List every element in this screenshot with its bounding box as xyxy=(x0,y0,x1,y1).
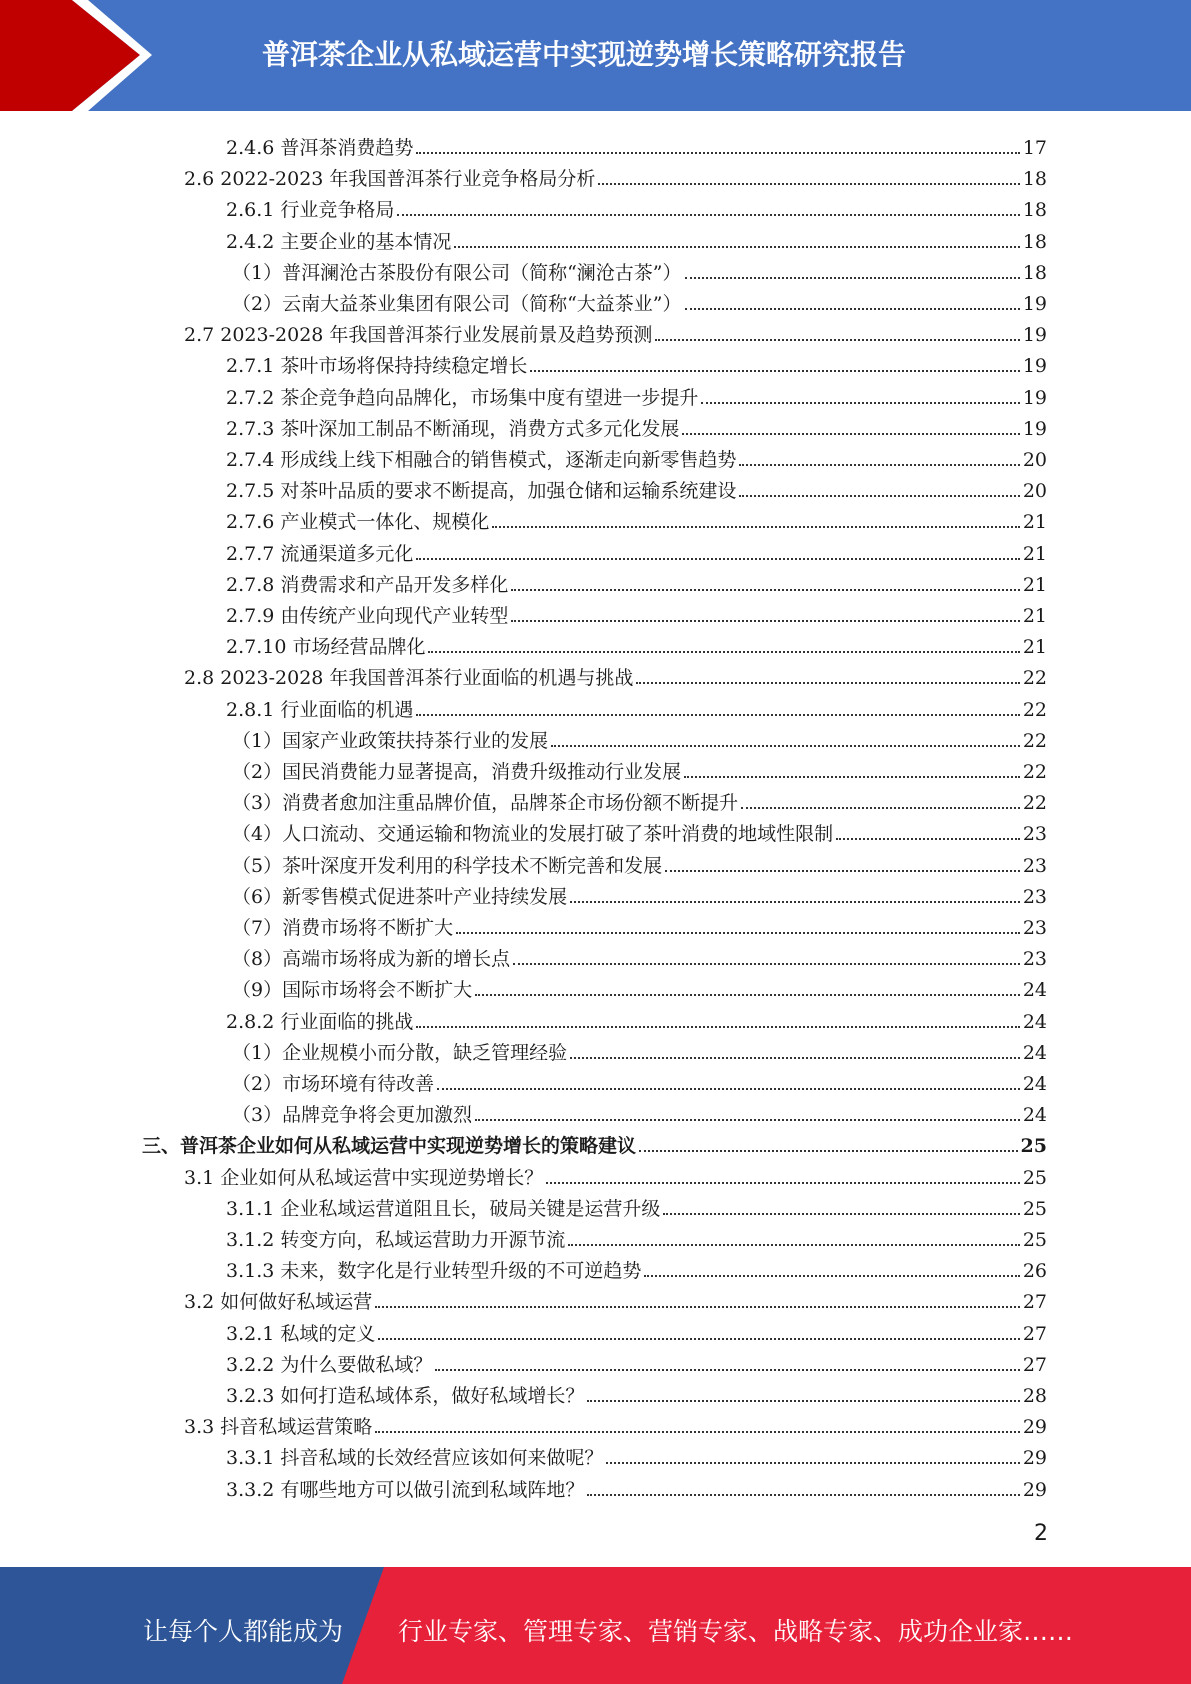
toc-entry-label: 2.7.5 对茶叶品质的要求不断提高，加强仓储和运输系统建设 xyxy=(226,480,737,503)
toc-dot-leader xyxy=(454,246,1019,248)
toc-entry-page: 19 xyxy=(1022,386,1047,409)
toc-entry[interactable] xyxy=(184,1407,1047,1438)
report-title: 普洱茶企业从私域运营中实现逆势增长策略研究报告 xyxy=(262,38,907,71)
toc-dot-leader xyxy=(644,1275,1019,1277)
toc-dot-leader xyxy=(513,963,1020,965)
header-arrow-decoration xyxy=(0,0,160,111)
toc-entry-label: 3.3 抖音私域运营策略 xyxy=(184,1416,373,1439)
toc-entry-label: 2.7.7 流通渠道多元化 xyxy=(226,542,414,565)
toc-entry-page: 25 xyxy=(1022,1197,1047,1220)
toc-entry-page: 19 xyxy=(1022,324,1047,347)
toc-dot-leader xyxy=(475,994,1020,996)
toc-entry[interactable] xyxy=(232,846,1047,877)
toc-dot-leader xyxy=(428,651,1019,653)
toc-dot-leader xyxy=(416,714,1019,716)
toc-entry[interactable] xyxy=(226,1251,1047,1282)
toc-entry[interactable] xyxy=(226,1220,1047,1251)
toc-entry-label: 3.1.2 转变方向，私域运营助力开源节流 xyxy=(226,1229,566,1251)
toc-entry-page: 28 xyxy=(1022,1385,1047,1407)
toc-entry[interactable] xyxy=(226,1314,1047,1345)
toc-entry[interactable] xyxy=(142,1126,1047,1157)
toc-entry-label: （2）国民消费能力显著提高，消费升级推动行业发展 xyxy=(232,761,682,783)
toc-entry-page: 22 xyxy=(1022,729,1047,752)
toc-dot-leader xyxy=(492,526,1019,528)
toc-entry-label: （2）云南大益茶业集团有限公司（简称“大益茶业”） xyxy=(232,293,682,315)
toc-entry-label: 3.1.3 未来，数字化是行业转型升级的不可逆趋势 xyxy=(226,1260,642,1283)
toc-dot-leader xyxy=(606,1462,1019,1464)
toc-entry-page: 19 xyxy=(1022,293,1047,315)
toc-entry-label: 2.7.3 茶叶深加工制品不断涌现，消费方式多元化发展 xyxy=(226,417,680,440)
toc-entry-page: 21 xyxy=(1022,605,1047,627)
toc-entry[interactable] xyxy=(226,346,1047,377)
toc-entry-page: 22 xyxy=(1022,761,1047,783)
toc-entry-page: 27 xyxy=(1022,1322,1047,1345)
toc-entry-label: 2.7.9 由传统产业向现代产业转型 xyxy=(226,605,509,627)
toc-dot-leader xyxy=(685,277,1020,279)
toc-entry-label: 3.3.2 有哪些地方可以做引流到私域阵地？ xyxy=(226,1478,585,1501)
toc-dot-leader xyxy=(701,402,1019,404)
toc-entry[interactable] xyxy=(226,1189,1047,1220)
toc-dot-leader xyxy=(587,1494,1019,1496)
toc-dot-leader xyxy=(416,558,1019,560)
toc-dot-leader xyxy=(378,1338,1019,1340)
toc-dot-leader xyxy=(435,1369,1019,1371)
toc-dot-leader xyxy=(397,214,1019,216)
toc-dot-leader xyxy=(739,495,1019,497)
toc-dot-leader xyxy=(636,682,1019,684)
toc-entry-page: 18 xyxy=(1022,230,1047,253)
toc-entry-page: 19 xyxy=(1022,417,1047,440)
toc-entry-page: 20 xyxy=(1022,449,1047,471)
toc-entry[interactable] xyxy=(226,565,1047,596)
toc-entry[interactable] xyxy=(232,1095,1047,1126)
footer-slogan-right: 行业专家、管理专家、营销专家、战略专家、成功企业家…… xyxy=(398,1617,1074,1646)
toc-entry-page: 29 xyxy=(1022,1447,1047,1470)
toc-entry-page: 18 xyxy=(1022,168,1047,191)
toc-entry-label: （6）新零售模式促进茶叶产业持续发展 xyxy=(232,885,568,908)
toc-entry-label: 3.2.1 私域的定义 xyxy=(226,1322,376,1345)
toc-entry[interactable] xyxy=(232,814,1047,845)
toc-entry[interactable] xyxy=(226,1376,1047,1407)
toc-dot-leader xyxy=(375,1306,1020,1308)
toc-entry-page: 17 xyxy=(1022,137,1047,159)
toc-dot-leader xyxy=(568,1244,1019,1246)
toc-entry-label: （7）消费市场将不断扩大 xyxy=(232,917,454,939)
toc-entry-label: 2.7 2023-2028 年我国普洱茶行业发展前景及趋势预测 xyxy=(184,324,653,347)
toc-dot-leader xyxy=(416,1026,1019,1028)
toc-entry[interactable] xyxy=(226,222,1047,253)
toc-dot-leader xyxy=(570,901,1020,903)
toc-entry[interactable] xyxy=(226,378,1047,409)
toc-entry-label: 2.7.2 茶企竞争趋向品牌化，市场集中度有望进一步提升 xyxy=(226,386,699,409)
toc-entry[interactable] xyxy=(232,877,1047,908)
toc-entry[interactable] xyxy=(226,190,1047,221)
toc-entry-page: 22 xyxy=(1022,792,1047,815)
toc-entry[interactable] xyxy=(226,471,1047,502)
toc-dot-leader xyxy=(546,1182,1020,1184)
toc-entry-label: 2.7.4 形成线上线下相融合的销售模式，逐渐走向新零售趋势 xyxy=(226,449,737,471)
toc-entry-page: 18 xyxy=(1022,261,1047,284)
toc-entry-page: 21 xyxy=(1022,636,1047,659)
toc-entry-label: 2.7.6 产业模式一体化、规模化 xyxy=(226,511,490,534)
toc-entry[interactable] xyxy=(226,440,1047,471)
page-number: 2 xyxy=(1034,1521,1048,1546)
toc-dot-leader xyxy=(598,183,1019,185)
toc-entry[interactable] xyxy=(226,534,1047,565)
toc-entry-page: 23 xyxy=(1022,823,1047,846)
toc-entry-page: 24 xyxy=(1022,1073,1047,1095)
toc-entry-page: 24 xyxy=(1022,1104,1047,1127)
toc-entry[interactable] xyxy=(226,627,1047,658)
toc-entry-label: 2.7.10 市场经营品牌化 xyxy=(226,636,426,659)
toc-dot-leader xyxy=(375,1431,1020,1433)
toc-entry[interactable] xyxy=(226,128,1047,159)
toc-dot-leader xyxy=(511,589,1019,591)
toc-entry-page: 21 xyxy=(1022,542,1047,565)
toc-entry-label: （8）高端市场将成为新的增长点 xyxy=(232,948,511,971)
toc-entry-page: 25 xyxy=(1020,1135,1047,1158)
toc-entry-label: 2.6 2022-2023 年我国普洱茶行业竞争格局分析 xyxy=(184,168,596,191)
toc-entry-label: （3）消费者愈加注重品牌价值，品牌茶企市场份额不断提升 xyxy=(232,792,739,815)
toc-entry-label: （1）普洱澜沧古茶股份有限公司（简称“澜沧古茶”） xyxy=(232,261,682,284)
toc-entry[interactable] xyxy=(232,783,1047,814)
toc-entry-page: 25 xyxy=(1022,1166,1047,1189)
toc-entry-label: 2.8.1 行业面临的机遇 xyxy=(226,698,414,721)
toc-entry-label: （1）国家产业政策扶持茶行业的发展 xyxy=(232,729,549,752)
toc-entry-page: 23 xyxy=(1022,917,1047,939)
toc-dot-leader xyxy=(475,1119,1020,1121)
toc-entry[interactable] xyxy=(232,1033,1047,1064)
toc-entry[interactable] xyxy=(226,409,1047,440)
toc-entry-page: 27 xyxy=(1022,1353,1047,1376)
toc-entry-page: 27 xyxy=(1022,1291,1047,1314)
toc-dot-leader xyxy=(456,932,1020,934)
toc-dot-leader xyxy=(639,1150,1018,1152)
toc-entry-label: 2.8.2 行业面临的挑战 xyxy=(226,1010,414,1033)
toc-entry[interactable] xyxy=(184,658,1047,689)
toc-entry[interactable] xyxy=(184,1282,1047,1313)
toc-entry-label: （1）企业规模小而分散，缺乏管理经验 xyxy=(232,1041,568,1064)
toc-entry-label: 2.6.1 行业竞争格局 xyxy=(226,199,395,222)
toc-entry[interactable] xyxy=(232,721,1047,752)
toc-entry[interactable] xyxy=(232,1064,1047,1095)
toc-dot-leader xyxy=(587,1400,1019,1402)
toc-entry[interactable] xyxy=(232,253,1047,284)
toc-dot-leader xyxy=(741,807,1020,809)
toc-dot-leader xyxy=(530,370,1019,372)
toc-entry-label: 3.2.2 为什么要做私域？ xyxy=(226,1353,433,1376)
toc-entry-label: 3.3.1 抖音私域的长效经营应该如何来做呢？ xyxy=(226,1447,604,1470)
toc-entry-page: 20 xyxy=(1022,480,1047,503)
toc-dot-leader xyxy=(416,152,1019,154)
toc-entry-page: 26 xyxy=(1022,1260,1047,1283)
toc-entry[interactable] xyxy=(232,970,1047,1001)
toc-entry-label: （3）品牌竞争将会更加激烈 xyxy=(232,1104,473,1127)
toc-entry-page: 23 xyxy=(1022,885,1047,908)
toc-entry-label: 2.4.6 普洱茶消费趋势 xyxy=(226,137,414,159)
toc-dot-leader xyxy=(682,433,1019,435)
toc-entry-page: 21 xyxy=(1022,573,1047,596)
toc-entry-page: 18 xyxy=(1022,199,1047,222)
toc-dot-leader xyxy=(437,1088,1020,1090)
toc-entry[interactable] xyxy=(232,939,1047,970)
toc-entry[interactable] xyxy=(232,284,1047,315)
toc-entry-page: 29 xyxy=(1022,1478,1047,1501)
toc-entry-label: 3.2.3 如何打造私域体系，做好私域增长？ xyxy=(226,1385,585,1407)
toc-entry[interactable] xyxy=(226,690,1047,721)
toc-entry-page: 25 xyxy=(1022,1229,1047,1251)
toc-entry-page: 19 xyxy=(1022,355,1047,378)
toc-dot-leader xyxy=(570,1057,1020,1059)
toc-entry-label: 三、普洱茶企业如何从私域运营中实现逆势增长的策略建议 xyxy=(142,1135,637,1158)
toc-dot-leader xyxy=(739,464,1019,466)
page-header xyxy=(0,0,1191,111)
toc-entry-label: （9）国际市场将会不断扩大 xyxy=(232,979,473,1002)
toc-entry-label: 2.7.1 茶叶市场将保持持续稳定增长 xyxy=(226,355,528,378)
toc-entry[interactable] xyxy=(226,596,1047,627)
toc-entry[interactable] xyxy=(226,502,1047,533)
toc-entry-label: （4）人口流动、交通运输和物流业的发展打破了茶叶消费的地域性限制 xyxy=(232,823,834,846)
page-footer xyxy=(0,1567,1191,1684)
toc-entry[interactable] xyxy=(232,752,1047,783)
toc-entry-label: 2.8 2023-2028 年我国普洱茶行业面临的机遇与挑战 xyxy=(184,667,634,690)
toc-dot-leader xyxy=(663,1213,1019,1215)
footer-slogan-left: 让每个人都能成为 xyxy=(143,1617,344,1646)
toc-entry-label: 2.7.8 消费需求和产品开发多样化 xyxy=(226,573,509,596)
toc-entry-label: （2）市场环境有待改善 xyxy=(232,1073,435,1095)
toc-entry-page: 24 xyxy=(1022,1010,1047,1033)
toc-dot-leader xyxy=(836,838,1020,840)
toc-entry[interactable] xyxy=(226,1345,1047,1376)
toc-entry[interactable] xyxy=(184,159,1047,190)
toc-entry-label: 3.1 企业如何从私域运营中实现逆势增长？ xyxy=(184,1166,544,1189)
toc-entry-label: （5）茶叶深度开发利用的科学技术不断完善和发展 xyxy=(232,854,663,877)
toc-dot-leader xyxy=(665,870,1020,872)
toc-dot-leader xyxy=(685,308,1020,310)
toc-entry-page: 29 xyxy=(1022,1416,1047,1439)
toc-entry-page: 22 xyxy=(1022,667,1047,690)
toc-entry-page: 24 xyxy=(1022,1041,1047,1064)
toc-entry-page: 22 xyxy=(1022,698,1047,721)
toc-entry-page: 24 xyxy=(1022,979,1047,1002)
toc-entry-page: 21 xyxy=(1022,511,1047,534)
toc-entry[interactable] xyxy=(226,1002,1047,1033)
toc-entry[interactable] xyxy=(226,1470,1047,1501)
toc-entry[interactable] xyxy=(184,315,1047,346)
toc-entry-label: 2.4.2 主要企业的基本情况 xyxy=(226,230,452,253)
toc-entry[interactable] xyxy=(226,1438,1047,1469)
toc-entry-page: 23 xyxy=(1022,854,1047,877)
toc-entry-label: 3.1.1 企业私域运营道阻且长，破局关键是运营升级 xyxy=(226,1197,661,1220)
toc-dot-leader xyxy=(511,620,1019,622)
toc-dot-leader xyxy=(684,776,1020,778)
toc-entry[interactable] xyxy=(184,1158,1047,1189)
toc-entry-page: 23 xyxy=(1022,948,1047,971)
toc-entry-label: 3.2 如何做好私域运营 xyxy=(184,1291,373,1314)
toc-dot-leader xyxy=(551,745,1020,747)
toc-entry[interactable] xyxy=(232,908,1047,939)
toc-dot-leader xyxy=(655,339,1019,341)
